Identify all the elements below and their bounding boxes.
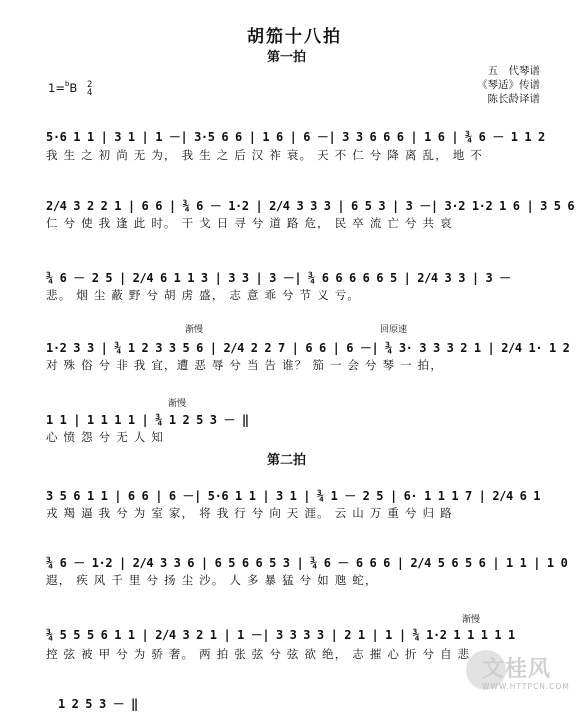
tempo-mark: 回原速 — [380, 325, 408, 335]
tempo-mark: 渐慢 — [168, 399, 187, 409]
watermark-url: WWW.HTTPCN.COM — [482, 682, 570, 691]
lyrics-line-7: 遐， 疾 风 千 里 兮 扬 尘 沙。 人 多 暴 猛 兮 如 虺 蛇， — [46, 573, 378, 587]
key-signature — [48, 80, 92, 97]
notation-line-6: 3 5 6 1 1 | 6 6 | 6 －| 5·6 1 1 | 3 1 | ¾ 1 － 2 5 | 6· 1 1 1 7 | 2/4 6 1 — [46, 489, 541, 503]
notation-line-7: ¾ 6 － 1·2 | 2/4 3 3 6 | 6 5 6 6 5 3 | ¾ 6 － 6 6 6 | 2/4 5 6 5 6 | 1 1 | 1 0 — [46, 556, 568, 570]
time-denominator: 4 — [86, 87, 93, 98]
time-signature — [87, 81, 92, 97]
credit-line: 五 代琴谱 — [487, 65, 540, 77]
lyrics-line-1: 我 生 之 初 尚 无 为， 我 生 之 后 汉 祚 衰。 天 不 仁 兮 降 离 乱， 地 不 — [46, 148, 484, 162]
song-title: 胡笳十八拍 — [247, 27, 342, 47]
notation-line-1: 5·6 1 1 | 3 1 | 1 －| 3·5 6 6 | 1 6 | 6 －| 3 3 6 6 6 | 1 6 | ¾ 6 － 1 1 2 — [46, 130, 545, 144]
tempo-mark: 渐慢 — [462, 615, 481, 625]
key-note: B — [69, 81, 78, 95]
lyrics-line-4: 对 殊 俗 兮 非 我 宜，遭 恶 辱 兮 当 告 谁？ 笳 一 会 兮 琴 一 拍， — [46, 358, 444, 372]
flat-sign: b — [64, 80, 70, 88]
section-heading-1: 第一拍 — [267, 50, 307, 65]
credit-line: 陈长龄译谱 — [487, 93, 540, 105]
notation-line-9: 1 2 5 3 － ‖ — [58, 697, 138, 711]
watermark-text: 文桂风 — [482, 657, 552, 682]
lyrics-line-5: 心 愤 怨 兮 无 人 知 — [46, 430, 165, 444]
notation-line-3: ¾ 6 － 2 5 | 2/4 6 1 1 3 | 3 3 | 3 －| ¾ 6 6 6 6 6 5 | 2/4 3 3 | 3 － — [46, 271, 511, 285]
credits — [477, 64, 540, 106]
section-heading-2: 第二拍 — [267, 453, 307, 468]
lyrics-line-2: 仁 兮 使 我 逢 此 时。 干 戈 日 寻 兮 道 路 危， 民 卒 流 亡 兮 共 哀 — [46, 216, 453, 230]
notation-line-8: ¾ 5 5 5 6 1 1 | 2/4 3 2 1 | 1 －| 3 3 3 3 | 2 1 | 1 | ¾ 1·2 1 1 1 1 1 — [46, 628, 515, 642]
lyrics-line-6: 戎 羯 逼 我 兮 为 室 家， 将 我 行 兮 向 天 涯。 云 山 万 重 兮 归 路 — [46, 506, 453, 520]
key-prefix: 1= — [48, 81, 65, 95]
lyrics-line-3: 悲。 烟 尘 蔽 野 兮 胡 虏 盛， 志 意 乖 兮 节 义 亏。 — [46, 288, 361, 302]
notation-line-5: 1 1 | 1 1 1 1 | ¾ 1 2 5 3 － ‖ — [46, 413, 249, 427]
tempo-mark: 渐慢 — [185, 325, 204, 335]
lyrics-line-8: 控 弦 被 甲 兮 为 骄 奢。 两 拍 张 弦 兮 弦 欲 绝， 志 摧 心 折 兮 自 悲 — [46, 647, 471, 661]
credit-line: 《琴适》传谱 — [477, 79, 540, 91]
notation-line-2: 2/4 3 2 2 1 | 6 6 | ¾ 6 － 1·2 | 2/4 3 3 3 | 6 5 3 | 3 －| 3·2 1·2 1 6 | 3 5 6 — [46, 199, 575, 213]
notation-line-4: 1·2 3 3 | ¾ 1 2 3 3 5 6 | 2/4 2 2 7 | 6 6 | 6 －| ¾ 3· 3 3 3 2 1 | 2/4 1· 1 2 — [46, 341, 570, 355]
time-numerator: 2 — [86, 79, 93, 90]
